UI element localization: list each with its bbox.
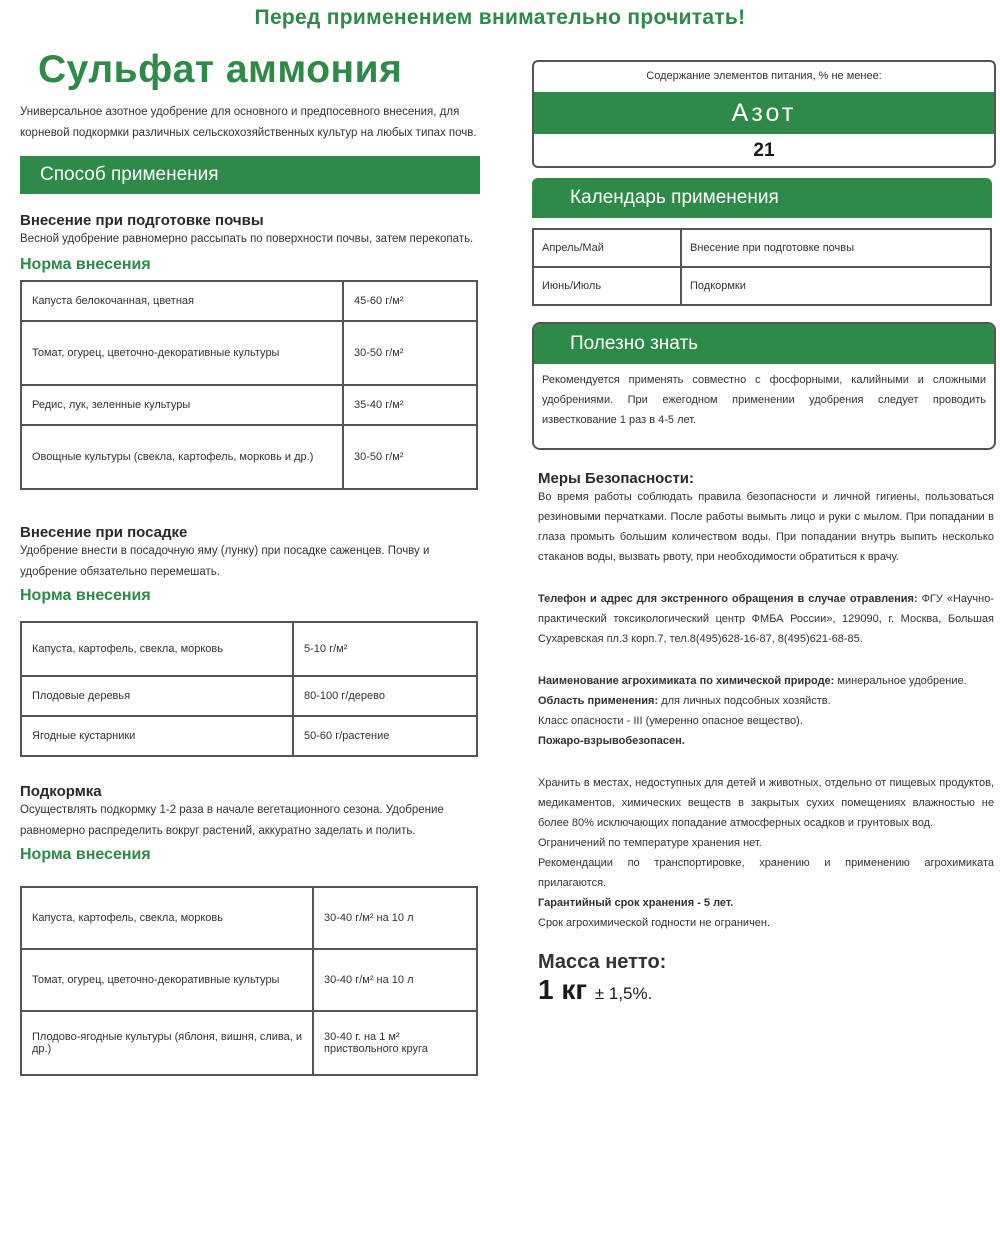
useful-heading: Полезно знать bbox=[534, 324, 994, 364]
emergency-heading: Телефон и адрес для экстренного обращения в случае отравления: bbox=[538, 593, 918, 605]
emergency-line1: ФГУ «Научно-практический токсикологический центр ФМБА России», 129090, bbox=[538, 593, 994, 625]
period-cell: Апрель/Май bbox=[533, 229, 681, 267]
nutrient-caption: Содержание элементов питания, % не менее: bbox=[646, 70, 882, 82]
safety-section bbox=[538, 470, 994, 1006]
feeding-norm-table bbox=[20, 886, 478, 1076]
action-cell: Подкормки bbox=[681, 267, 991, 305]
table-row bbox=[21, 887, 477, 949]
crop-cell: Капуста, картофель, свекла, морковь bbox=[21, 887, 313, 949]
rate-cell: 30-50 г/м² bbox=[343, 425, 477, 489]
feeding-norm-heading: Норма внесения bbox=[20, 846, 151, 863]
storage-text1: Хранить в местах, недоступных для детей и животных, отдельно от пищевых продуктов, медикаментов, химических веществ в закрытых сухих помещениях влажностью не более 80% исключающих попадание атмосферных осадков и грунтовых вод. bbox=[538, 777, 994, 829]
table-row bbox=[21, 281, 477, 321]
info-area-value: для личных подсобных хозяйств. bbox=[661, 695, 831, 707]
calendar-table bbox=[532, 228, 992, 306]
nutrient-value: 21 bbox=[753, 140, 775, 161]
planting-heading: Внесение при посадке bbox=[20, 524, 188, 541]
emergency-block bbox=[538, 589, 994, 649]
product-intro: Универсальное азотное удобрение для основного и предпосевного внесения, для корневой подкормки различных сельскохозяйственных культур на любых типах почв. bbox=[20, 106, 477, 139]
table-row bbox=[21, 716, 477, 756]
product-title: Сульфат аммония bbox=[38, 48, 403, 91]
crop-cell: Капуста, картофель, свекла, морковь bbox=[21, 622, 293, 676]
crop-cell: Томат, огурец, цветочно-декоративные культуры bbox=[21, 949, 313, 1011]
rate-cell: 80-100 г/дерево bbox=[293, 676, 477, 716]
table-row bbox=[21, 425, 477, 489]
soil-prep-norm-heading: Норма внесения bbox=[20, 256, 151, 273]
period-cell: Июнь/Июль bbox=[533, 267, 681, 305]
table-row bbox=[21, 676, 477, 716]
info-hazard: Класс опасности - III (умеренно опасное вещество). bbox=[538, 715, 803, 727]
storage-text4: Гарантийный срок хранения - 5 лет. bbox=[538, 897, 734, 909]
crop-cell: Плодово-ягодные культуры (яблоня, вишня, слива, и др.) bbox=[21, 1011, 313, 1075]
useful-text: Рекомендуется применять совместно с фосфорными, калийными и сложными удобрениями. При ежегодном применении удобрения следует проводить известкование 1 раз в 4-5 лет. bbox=[542, 374, 986, 426]
crop-cell: Редис, лук, зеленные культуры bbox=[21, 385, 343, 425]
nutrient-name: Азот bbox=[534, 92, 994, 134]
action-cell: Внесение при подготовке почвы bbox=[681, 229, 991, 267]
rate-cell: 45-60 г/м² bbox=[343, 281, 477, 321]
rate-cell: 30-40 г/м² на 10 л bbox=[313, 949, 477, 1011]
left-column bbox=[20, 48, 482, 1076]
planting-text: Удобрение внести в посадочную яму (лунку) при посадке саженцев. Почву и удобрение обязательно перемешать. bbox=[20, 545, 430, 578]
rate-cell: 30-40 г. на 1 м² приствольного круга bbox=[313, 1011, 477, 1075]
rate-cell: 50-60 г/растение bbox=[293, 716, 477, 756]
planting-norm-table bbox=[20, 621, 478, 757]
info-block bbox=[538, 671, 994, 751]
weight-block bbox=[538, 951, 994, 1006]
weight-tolerance: ± 1,5%. bbox=[594, 984, 653, 1003]
calendar-heading: Календарь применения bbox=[532, 178, 992, 218]
method-heading: Способ применения bbox=[20, 156, 480, 194]
useful-box bbox=[532, 322, 996, 450]
emergency-line3: тел.8(495)628-16-87, 8(495)621-68-85. bbox=[669, 633, 863, 645]
safety-text: Во время работы соблюдать правила безопасности и личной гигиены, пользоваться резиновыми перчатками. После работы вымыть лицо и руки с мылом. При попадании в глаза промыть большим количеством воды. При попадании внутрь выпить несколько стаканов воды, вызвать рвоту, при необходимости обратиться к врачу. bbox=[538, 491, 994, 563]
soil-prep-heading: Внесение при подготовке почвы bbox=[20, 212, 264, 229]
top-warning-banner: Перед применением внимательно прочитать! bbox=[254, 6, 746, 29]
feeding-section bbox=[20, 783, 482, 1076]
rate-cell: 5-10 г/м² bbox=[293, 622, 477, 676]
soil-prep-section bbox=[20, 212, 482, 490]
table-row bbox=[21, 321, 477, 385]
planting-section bbox=[20, 524, 482, 757]
planting-norm-heading: Норма внесения bbox=[20, 587, 151, 604]
rate-cell: 35-40 г/м² bbox=[343, 385, 477, 425]
crop-cell: Плодовые деревья bbox=[21, 676, 293, 716]
storage-text5: Срок агрохимической годности не ограничен. bbox=[538, 917, 771, 929]
feeding-heading: Подкормка bbox=[20, 783, 102, 800]
table-row bbox=[21, 1011, 477, 1075]
rate-cell: 30-50 г/м² bbox=[343, 321, 477, 385]
right-column bbox=[532, 60, 994, 1240]
info-name-value: минеральное удобрение. bbox=[837, 675, 967, 687]
table-row bbox=[533, 267, 991, 305]
table-row bbox=[21, 385, 477, 425]
nutrient-box bbox=[532, 60, 996, 168]
storage-text3: Рекомендации по транспортировке, хранению и применению агрохимиката прилагаются. bbox=[538, 857, 994, 889]
table-row bbox=[21, 622, 477, 676]
weight-label: Масса нетто: bbox=[538, 951, 667, 973]
feeding-text: Осуществлять подкормку 1-2 раза в начале вегетационного сезона. Удобрение равномерно распределить вокруг растений, аккуратно заделать и полить. bbox=[20, 804, 444, 837]
table-row bbox=[21, 949, 477, 1011]
crop-cell: Томат, огурец, цветочно-декоративные культуры bbox=[21, 321, 343, 385]
rate-cell: 30-40 г/м² на 10 л bbox=[313, 887, 477, 949]
weight-value: 1 кг bbox=[538, 974, 588, 1005]
storage-text2: Ограничений по температуре хранения нет. bbox=[538, 837, 762, 849]
crop-cell: Капуста белокочанная, цветная bbox=[21, 281, 343, 321]
soil-prep-text: Весной удобрение равномерно рассыпать по поверхности почвы, затем перекопать. bbox=[20, 233, 474, 245]
info-area-label: Область применения: bbox=[538, 695, 659, 707]
soil-prep-norm-table bbox=[20, 280, 478, 490]
info-fire: Пожаро-взрывобезопасен. bbox=[538, 735, 685, 747]
storage-block bbox=[538, 773, 994, 933]
info-name-label: Наименование агрохимиката по химической природе: bbox=[538, 675, 835, 687]
safety-heading: Меры Безопасности: bbox=[538, 470, 695, 487]
table-row bbox=[533, 229, 991, 267]
emergency-line2: г. Москва, Большая Сухаревская пл.3 корп.7, bbox=[538, 613, 994, 645]
crop-cell: Овощные культуры (свекла, картофель, морковь и др.) bbox=[21, 425, 343, 489]
crop-cell: Ягодные кустарники bbox=[21, 716, 293, 756]
